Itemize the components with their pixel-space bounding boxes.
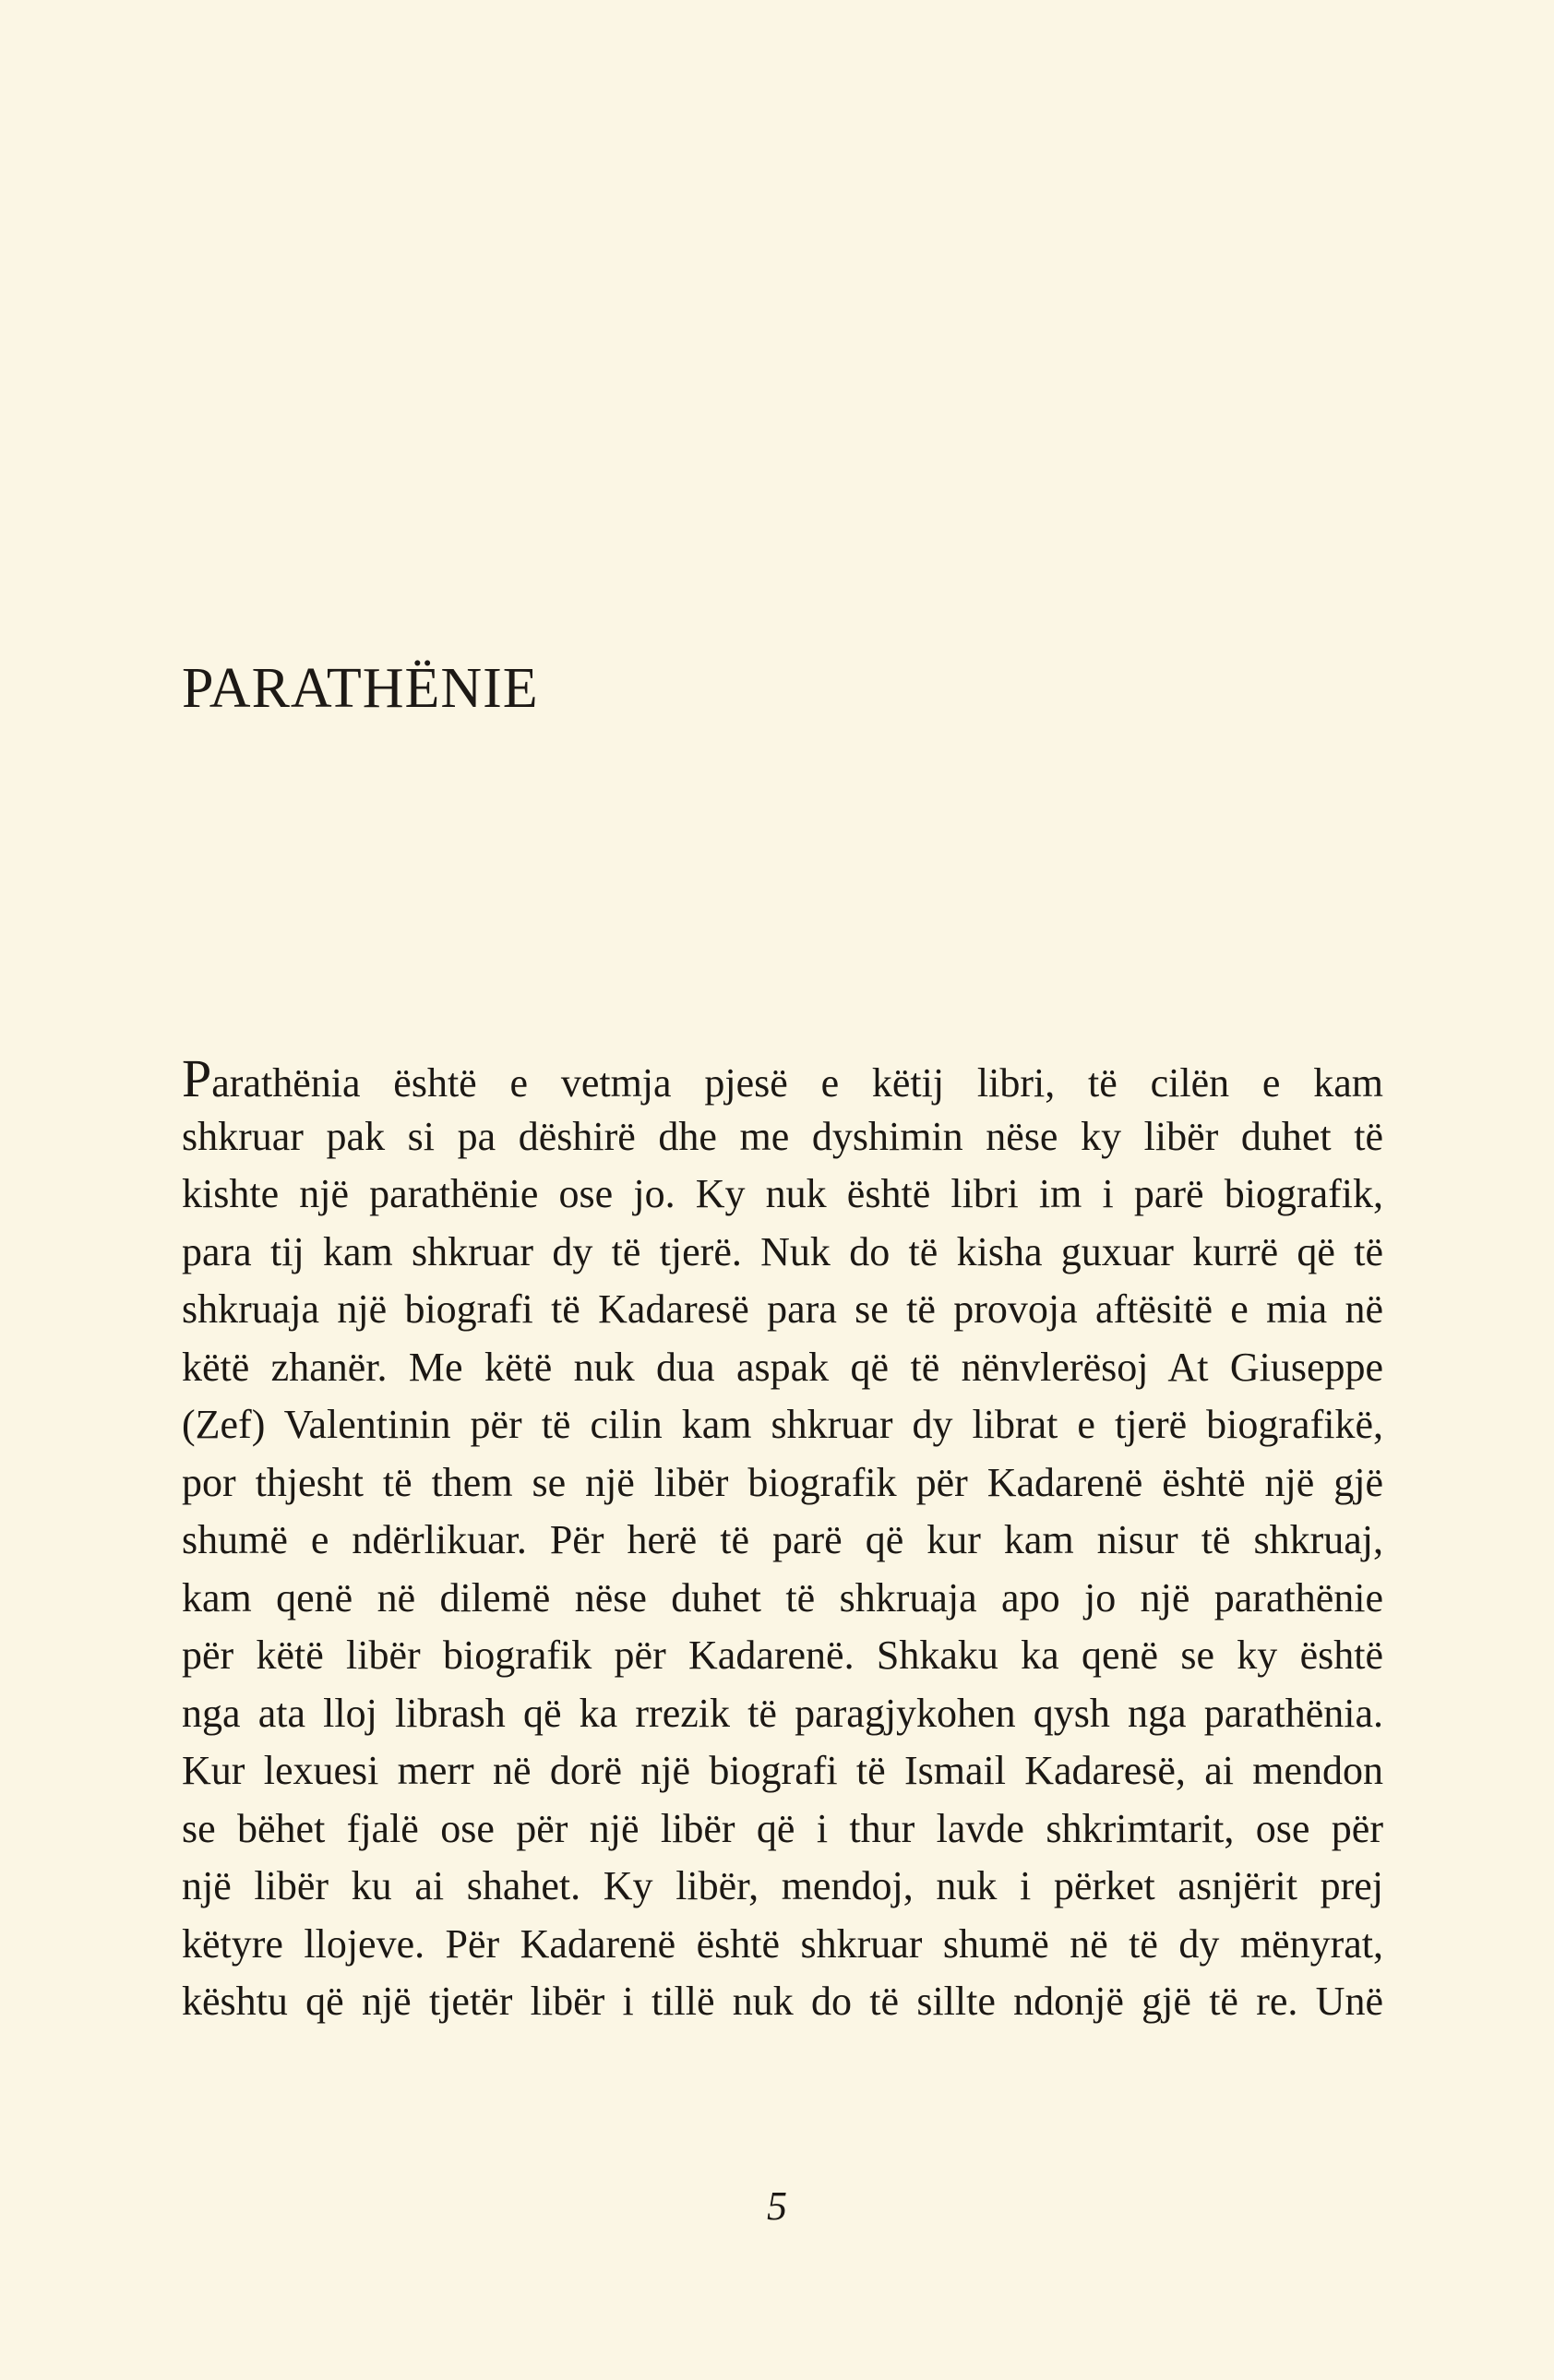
page-number: 5 <box>767 2183 787 2229</box>
paragraph-line: këtyre llojeve. Për Kadarenë është shkruar shumë në të dy mënyrat, <box>182 1920 1383 1967</box>
paragraph-line: se bëhet fjalë ose për një libër që i thur lavde shkrimtarit, ose për <box>182 1805 1383 1851</box>
paragraph-line: por thjesht të them se një libër biografik për Kadarenë është një gjë <box>182 1459 1383 1505</box>
paragraph-line: kishte një parathënie ose jo. Ky nuk është libri im i parë biografik, <box>182 1171 1383 1216</box>
paragraph-line: kam qenë në dilemë nëse duhet të shkruaja apo jo një parathënie <box>182 1574 1383 1621</box>
chapter-heading: PARATHËNIE <box>182 657 539 720</box>
paragraph-line: para tij kam shkruar dy të tjerë. Nuk do të kisha guxuar kurrë që të <box>182 1228 1383 1274</box>
paragraph-line: këtë zhanër. Me këtë nuk dua aspak që të nënvlerësoj At Giuseppe <box>182 1344 1383 1390</box>
paragraph-line: (Zef) Valentinin për të cilin kam shkruar dy librat e tjerë biografikë, <box>182 1402 1383 1447</box>
paragraph-line: kështu që një tjetër libër i tillë nuk do të sillte ndonjë gjë të re. Unë <box>182 1979 1383 2024</box>
paragraph-line: Parathënia është e vetmja pjesë e këtij libri, të cilën e kam <box>182 1050 1383 1108</box>
paragraph-line: nga ata lloj librash që ka rrezik të paragjykohen qysh nga parathënia. <box>182 1690 1383 1736</box>
body-paragraph <box>182 1050 1383 2031</box>
paragraph-line: shkruar pak si pa dëshirë dhe me dyshimin nëse ky libër duhet të <box>182 1113 1383 1159</box>
paragraph-line: Kur lexuesi merr në dorë një biografi të Ismail Kadaresë, ai mendon <box>182 1748 1383 1793</box>
paragraph-line: shumë e ndërlikuar. Për herë të parë që kur kam nisur të shkruaj, <box>182 1517 1383 1562</box>
paragraph-line: shkruaja një biografi të Kadaresë para se të provoja aftësitë e mia në <box>182 1286 1383 1332</box>
paragraph-line: një libër ku ai shahet. Ky libër, mendoj, nuk i përket asnjërit prej <box>182 1863 1383 1908</box>
paragraph-line: për këtë libër biografik për Kadarenë. Shkaku ka qenë se ky është <box>182 1633 1383 1678</box>
